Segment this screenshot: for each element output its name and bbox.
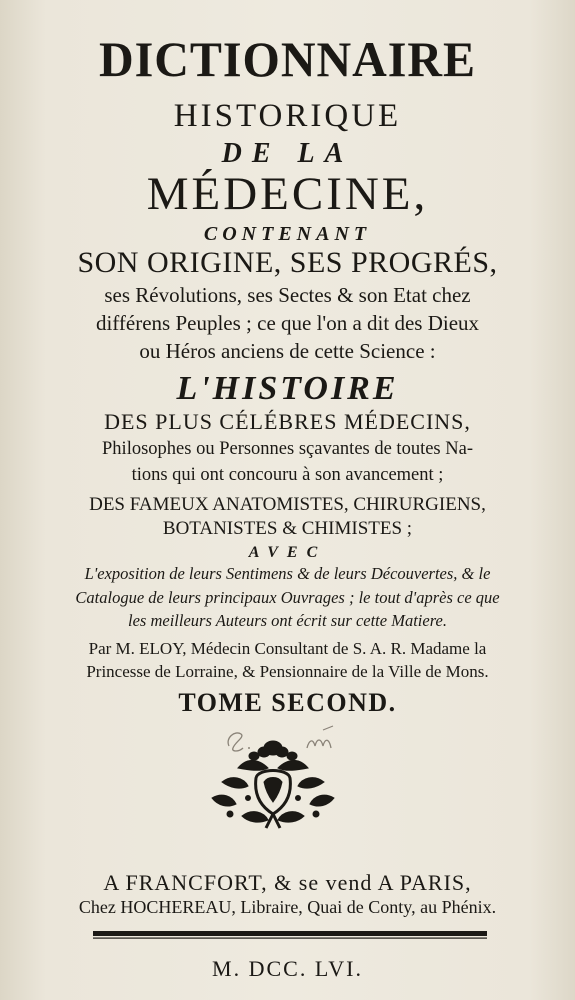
description-line: différens Peuples ; ce que l'on a dit des Dieux	[95, 311, 480, 335]
tome-label: TOME SECOND.	[178, 688, 397, 717]
histoire-heading: L'HISTOIRE	[176, 370, 399, 407]
author-line: Par M. ELOY, Médecin Consultant de S. A. R. Madame la	[88, 639, 487, 658]
floral-ornament-icon	[208, 738, 338, 830]
title-dictionnaire: DICTIONNAIRE	[99, 31, 476, 87]
anatomistes-line: BOTANISTES & CHIMISTES ;	[162, 518, 413, 539]
imprint-publisher: Chez HOCHEREAU, Libraire, Quai de Conty, au Phénix.	[78, 897, 497, 917]
description-line: ses Révolutions, ses Sectes & son Etat chez	[104, 283, 471, 307]
title-de-la: DE LA	[221, 138, 354, 169]
philosophes-line: Philosophes ou Personnes sçavantes de toutes Na-	[102, 439, 473, 459]
author-line: Princesse de Lorraine, & Pensionnaire de la Ville de Mons.	[86, 662, 489, 681]
exposition-line: L'exposition de leurs Sentimens & de leurs Découvertes, & le	[84, 564, 491, 583]
description-line: ou Héros anciens de cette Science :	[139, 339, 436, 363]
exposition-line: Catalogue de leurs principaux Ouvrages ; le tout d'après ce que	[75, 588, 500, 607]
contenant-label: CONTENANT	[203, 223, 372, 245]
double-rule-divider	[93, 931, 487, 939]
philosophes-line: tions qui ont concouru à son avancement ;	[131, 465, 444, 485]
celebres-line: DES PLUS CÉLÉBRES MÉDECINS,	[104, 409, 471, 434]
title-medecine: MÉDECINE,	[146, 168, 429, 220]
exposition-line: les meilleurs Auteurs ont écrit sur cette Matiere.	[128, 611, 447, 630]
title-historique: HISTORIQUE	[173, 98, 402, 134]
anatomistes-line: DES FAMEUX ANATOMISTES, CHIRURGIENS,	[89, 494, 486, 515]
avec-label: AVEC	[248, 544, 327, 561]
imprint-place: A FRANCFORT, & se vend A PARIS,	[103, 870, 472, 895]
publication-date: M. DCC. LVI.	[212, 956, 363, 981]
origin-line: SON ORIGINE, SES PROGRÉS,	[77, 246, 498, 279]
